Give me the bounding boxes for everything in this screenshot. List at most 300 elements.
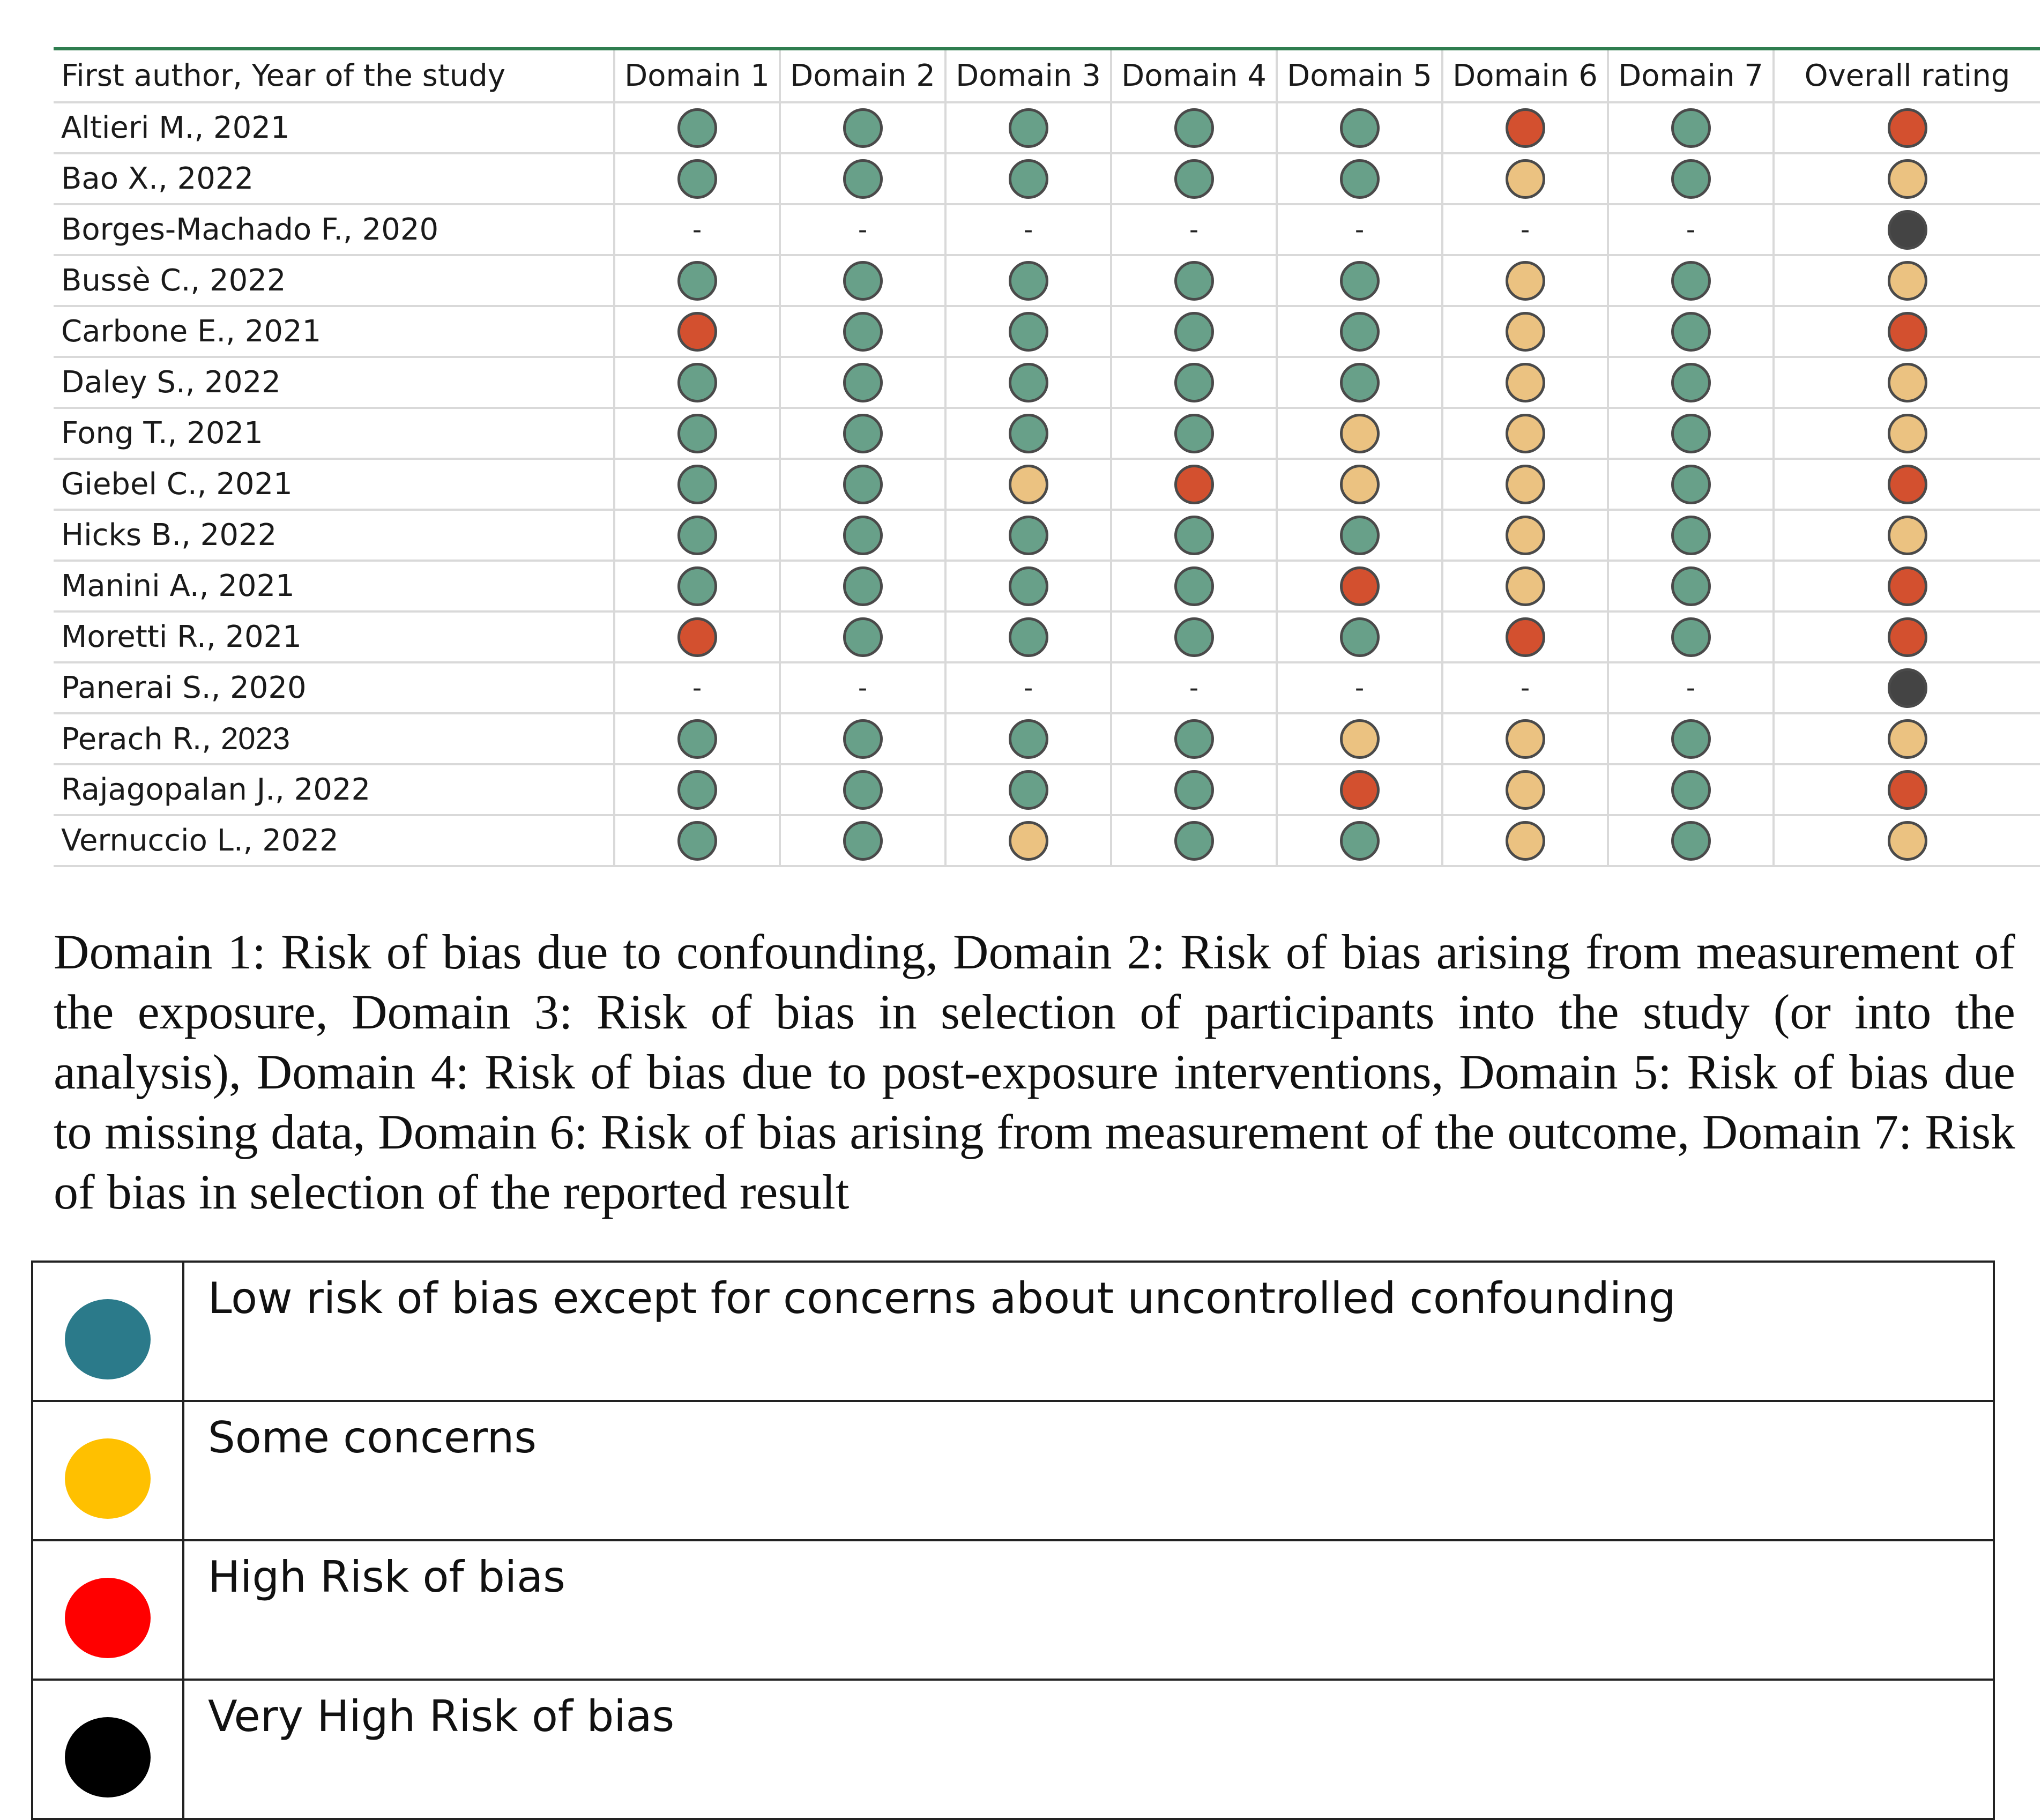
table-row — [54, 764, 2040, 815]
study-author-year — [54, 713, 614, 764]
rating-dot-low — [1174, 770, 1214, 810]
table-body — [54, 102, 2040, 866]
domain-2-cell — [780, 102, 945, 153]
domain-3-cell — [945, 102, 1111, 153]
domain-7-cell — [1608, 561, 1774, 611]
domain-2-cell — [780, 459, 945, 510]
rating-dot-low — [1174, 617, 1214, 657]
domain-4-cell — [1111, 153, 1277, 204]
overall-rating-cell — [1774, 815, 2040, 866]
rating-dot-some — [1009, 821, 1048, 861]
rating-dot-low — [1174, 108, 1214, 148]
domain-2-cell — [780, 408, 945, 459]
rating-dot-some — [1506, 516, 1545, 555]
table-row — [54, 815, 2040, 866]
not-assessed-dash: - — [692, 673, 702, 703]
study-author-year — [54, 764, 614, 815]
domain-5-cell — [1277, 764, 1442, 815]
rating-dot-low — [1671, 719, 1711, 759]
header-domain-1: Domain 1 — [614, 49, 780, 102]
rating-dot-low — [677, 108, 717, 148]
domain-3-cell — [945, 561, 1111, 611]
study-author-text: Bussè C., 2022 — [61, 263, 286, 298]
domain-2-cell — [780, 764, 945, 815]
domain-5-cell — [1277, 662, 1442, 713]
domain-5-cell — [1277, 408, 1442, 459]
overall-rating-cell — [1774, 102, 2040, 153]
rating-dot-low — [677, 516, 717, 555]
domain-1-cell — [614, 764, 780, 815]
study-author-year — [54, 459, 614, 510]
rating-dot-some — [1888, 516, 1927, 555]
legend-symbol-cell — [32, 1540, 183, 1680]
legend-row — [32, 1262, 1994, 1401]
study-year-text: 2023 — [220, 721, 290, 756]
header-author: First author, Year of the study — [54, 49, 614, 102]
rating-dot-low — [1671, 821, 1711, 861]
not-assessed-dash: - — [858, 214, 868, 245]
table-row — [54, 102, 2040, 153]
overall-rating-cell — [1774, 255, 2040, 306]
rating-dot-low — [1671, 363, 1711, 402]
domain-4-cell — [1111, 611, 1277, 662]
table-row — [54, 459, 2040, 510]
rating-dot-low — [677, 465, 717, 504]
not-assessed-dash: - — [1686, 673, 1696, 703]
study-author-text: Daley S., 2022 — [61, 365, 281, 400]
header-domain-6: Domain 6 — [1442, 49, 1608, 102]
domain-1-cell — [614, 102, 780, 153]
domain-3-cell — [945, 153, 1111, 204]
rating-dot-low — [1340, 312, 1380, 352]
domain-4-cell — [1111, 204, 1277, 255]
domain-6-cell — [1442, 357, 1608, 408]
domain-5-cell — [1277, 153, 1442, 204]
domain-1-cell — [614, 204, 780, 255]
study-author-year — [54, 662, 614, 713]
header-domain-2: Domain 2 — [780, 49, 945, 102]
domain-2-cell — [780, 662, 945, 713]
rating-dot-low — [1009, 566, 1048, 606]
rating-dot-low — [1340, 363, 1380, 402]
domain-2-cell — [780, 153, 945, 204]
rating-dot-high — [1174, 465, 1214, 504]
legend-symbol-cell — [32, 1680, 183, 1819]
domain-5-cell — [1277, 713, 1442, 764]
domain-5-cell — [1277, 459, 1442, 510]
rating-dot-low — [843, 414, 883, 453]
rating-dot-low — [1671, 465, 1711, 504]
table-row — [54, 561, 2040, 611]
rating-dot-high — [1888, 770, 1927, 810]
domain-7-cell — [1608, 459, 1774, 510]
domain-7-cell — [1608, 713, 1774, 764]
legend-dot — [65, 1717, 151, 1797]
study-author-year — [54, 204, 614, 255]
not-assessed-dash: - — [1023, 673, 1033, 703]
domain-4-cell — [1111, 662, 1277, 713]
rating-dot-low — [1671, 770, 1711, 810]
domain-6-cell — [1442, 153, 1608, 204]
domain-4-cell — [1111, 306, 1277, 357]
table-row — [54, 255, 2040, 306]
not-assessed-dash: - — [1023, 214, 1033, 245]
not-assessed-dash: - — [1686, 214, 1696, 245]
study-author-text: Panerai S., 2020 — [61, 670, 307, 705]
legend-dot — [65, 1578, 151, 1658]
study-author-text: Carbone E., 2021 — [61, 314, 322, 349]
domain-2-cell — [780, 204, 945, 255]
not-assessed-dash: - — [1354, 214, 1365, 245]
domain-6-cell — [1442, 408, 1608, 459]
table-row — [54, 357, 2040, 408]
rating-dot-low — [1174, 566, 1214, 606]
risk-of-bias-table — [54, 47, 2040, 867]
study-author-text: Rajagopalan J., 2022 — [61, 772, 371, 807]
rating-dot-high — [1888, 465, 1927, 504]
not-assessed-dash: - — [692, 214, 702, 245]
domain-7-cell — [1608, 153, 1774, 204]
domain-3-cell — [945, 662, 1111, 713]
rating-dot-low — [677, 414, 717, 453]
domain-6-cell — [1442, 255, 1608, 306]
legend-row — [32, 1401, 1994, 1540]
domain-2-cell — [780, 815, 945, 866]
table-row — [54, 204, 2040, 255]
overall-rating-cell — [1774, 459, 2040, 510]
domain-4-cell — [1111, 510, 1277, 561]
overall-rating-cell — [1774, 204, 2040, 255]
study-author-year — [54, 153, 614, 204]
rating-dot-low — [1671, 159, 1711, 199]
not-assessed-dash: - — [1189, 673, 1199, 703]
domain-7-cell — [1608, 815, 1774, 866]
domain-4-cell — [1111, 561, 1277, 611]
domain-4-cell — [1111, 357, 1277, 408]
rating-dot-some — [1888, 719, 1927, 759]
study-author-text: Perach R., — [61, 722, 221, 757]
rating-dot-low — [1009, 617, 1048, 657]
domain-6-cell — [1442, 764, 1608, 815]
domain-6-cell — [1442, 459, 1608, 510]
rating-dot-low — [1009, 363, 1048, 402]
rating-dot-low — [1174, 159, 1214, 199]
domain-4-cell — [1111, 408, 1277, 459]
legend-label: Very High Risk of bias — [183, 1680, 1994, 1819]
table-row — [54, 611, 2040, 662]
rating-dot-some — [1506, 719, 1545, 759]
rating-dot-high — [677, 312, 717, 352]
rating-dot-high — [1888, 617, 1927, 657]
rating-dot-low — [1174, 719, 1214, 759]
domain-7-cell — [1608, 357, 1774, 408]
study-author-text: Vernuccio L., 2022 — [61, 823, 339, 858]
table-row — [54, 662, 2040, 713]
table-row — [54, 153, 2040, 204]
overall-rating-cell — [1774, 510, 2040, 561]
domain-2-cell — [780, 611, 945, 662]
rating-dot-low — [843, 261, 883, 301]
table-row — [54, 713, 2040, 764]
rating-dot-some — [1888, 261, 1927, 301]
rating-dot-low — [843, 516, 883, 555]
rating-dot-low — [677, 566, 717, 606]
rating-dot-some — [1888, 159, 1927, 199]
rating-dot-low — [1671, 414, 1711, 453]
domain-7-cell — [1608, 764, 1774, 815]
rating-dot-low — [1009, 719, 1048, 759]
domain-1-cell — [614, 510, 780, 561]
domain-3-cell — [945, 204, 1111, 255]
rating-dot-vhigh — [1888, 210, 1927, 250]
domain-7-cell — [1608, 510, 1774, 561]
rating-dot-vhigh — [1888, 668, 1927, 708]
rating-dot-high — [1888, 312, 1927, 352]
rating-dot-low — [1671, 617, 1711, 657]
domain-3-cell — [945, 611, 1111, 662]
rating-dot-some — [1506, 821, 1545, 861]
domain-6-cell — [1442, 611, 1608, 662]
overall-rating-cell — [1774, 611, 2040, 662]
domain-5-cell — [1277, 815, 1442, 866]
not-assessed-dash: - — [1520, 673, 1530, 703]
domain-7-cell — [1608, 611, 1774, 662]
overall-rating-cell — [1774, 713, 2040, 764]
domain-3-cell — [945, 306, 1111, 357]
domain-4-cell — [1111, 459, 1277, 510]
rating-dot-some — [1340, 465, 1380, 504]
domain-6-cell — [1442, 102, 1608, 153]
not-assessed-dash: - — [1354, 673, 1365, 703]
rating-dot-low — [677, 821, 717, 861]
domain-6-cell — [1442, 510, 1608, 561]
study-author-year — [54, 561, 614, 611]
study-author-text: Manini A., 2021 — [61, 569, 295, 603]
rating-dot-low — [1340, 821, 1380, 861]
rating-dot-low — [843, 363, 883, 402]
domain-4-cell — [1111, 102, 1277, 153]
domain-2-cell — [780, 255, 945, 306]
study-author-year — [54, 306, 614, 357]
domain-definitions-footnote: Domain 1: Risk of bias due to confounding, Domain 2: Risk of bias arising from measurement of the exposure, Domain 3: Risk of bias in selection of participants into the study (or into the analysis), Domain 4: Risk of bias due to post-exposure interventions, Domain 5: Risk of bias due to missing data, Domain 6: Risk of bias arising from measurement of the outcome, Domain 7: Risk of bias in selection of the reported result — [54, 924, 2015, 1219]
domain-1-cell — [614, 408, 780, 459]
domain-2-cell — [780, 561, 945, 611]
header-domain-3: Domain 3 — [945, 49, 1111, 102]
table-header-row — [54, 49, 2040, 102]
rating-dot-low — [1671, 312, 1711, 352]
legend-symbol-cell — [32, 1401, 183, 1540]
rating-dot-low — [1009, 159, 1048, 199]
domain-5-cell — [1277, 204, 1442, 255]
legend-label: High Risk of bias — [183, 1540, 1994, 1680]
domain-7-cell — [1608, 204, 1774, 255]
rating-dot-low — [1340, 108, 1380, 148]
header-domain-7: Domain 7 — [1608, 49, 1774, 102]
rating-dot-some — [1506, 465, 1545, 504]
rating-dot-some — [1506, 159, 1545, 199]
rating-dot-low — [1009, 108, 1048, 148]
overall-rating-cell — [1774, 306, 2040, 357]
legend-row — [32, 1540, 1994, 1680]
legend-dot — [65, 1438, 151, 1519]
domain-2-cell — [780, 306, 945, 357]
domain-2-cell — [780, 510, 945, 561]
not-assessed-dash: - — [858, 673, 868, 703]
domain-3-cell — [945, 255, 1111, 306]
domain-1-cell — [614, 662, 780, 713]
rating-dot-some — [1506, 566, 1545, 606]
rating-dot-low — [677, 363, 717, 402]
study-author-text: Borges-Machado F., 2020 — [61, 212, 439, 247]
overall-rating-cell — [1774, 662, 2040, 713]
rating-dot-low — [1174, 261, 1214, 301]
domain-6-cell — [1442, 561, 1608, 611]
study-author-year — [54, 102, 614, 153]
rating-dot-low — [843, 465, 883, 504]
domain-1-cell — [614, 459, 780, 510]
domain-7-cell — [1608, 255, 1774, 306]
study-author-year — [54, 255, 614, 306]
rating-dot-some — [1888, 821, 1927, 861]
rating-dot-low — [1671, 108, 1711, 148]
rating-dot-low — [1340, 617, 1380, 657]
table-row — [54, 510, 2040, 561]
domain-3-cell — [945, 357, 1111, 408]
rating-dot-low — [677, 719, 717, 759]
domain-4-cell — [1111, 255, 1277, 306]
rating-dot-low — [843, 566, 883, 606]
rating-dot-some — [1506, 770, 1545, 810]
domain-1-cell — [614, 713, 780, 764]
domain-3-cell — [945, 459, 1111, 510]
domain-1-cell — [614, 561, 780, 611]
domain-6-cell — [1442, 662, 1608, 713]
overall-rating-cell — [1774, 561, 2040, 611]
header-domain-4: Domain 4 — [1111, 49, 1277, 102]
domain-7-cell — [1608, 306, 1774, 357]
domain-1-cell — [614, 357, 780, 408]
legend-label: Low risk of bias except for concerns about uncontrolled confounding — [183, 1262, 1994, 1401]
domain-3-cell — [945, 510, 1111, 561]
rating-dot-high — [1340, 770, 1380, 810]
domain-5-cell — [1277, 306, 1442, 357]
study-author-year — [54, 510, 614, 561]
rating-dot-low — [1671, 261, 1711, 301]
domain-4-cell — [1111, 764, 1277, 815]
rating-dot-high — [1340, 566, 1380, 606]
not-assessed-dash: - — [1520, 214, 1530, 245]
study-author-year — [54, 815, 614, 866]
domain-3-cell — [945, 764, 1111, 815]
domain-7-cell — [1608, 102, 1774, 153]
rating-dot-low — [1174, 312, 1214, 352]
rating-dot-some — [1506, 261, 1545, 301]
study-author-text: Moretti R., 2021 — [61, 620, 302, 654]
study-author-year — [54, 357, 614, 408]
rating-dot-low — [1174, 821, 1214, 861]
study-author-text: Fong T., 2021 — [61, 416, 263, 451]
rating-dot-low — [1340, 261, 1380, 301]
rating-dot-low — [1174, 363, 1214, 402]
rating-dot-low — [1174, 516, 1214, 555]
legend-row — [32, 1680, 1994, 1819]
rating-dot-some — [1340, 719, 1380, 759]
rating-dot-low — [677, 261, 717, 301]
domain-5-cell — [1277, 255, 1442, 306]
domain-4-cell — [1111, 713, 1277, 764]
overall-rating-cell — [1774, 357, 2040, 408]
rating-dot-high — [1506, 108, 1545, 148]
rating-dot-low — [1009, 770, 1048, 810]
rating-dot-low — [843, 108, 883, 148]
rating-dot-some — [1009, 465, 1048, 504]
rating-dot-low — [1009, 414, 1048, 453]
domain-4-cell — [1111, 815, 1277, 866]
domain-5-cell — [1277, 102, 1442, 153]
rating-dot-low — [843, 719, 883, 759]
rating-dot-low — [843, 821, 883, 861]
study-author-text: Hicks B., 2022 — [61, 518, 277, 553]
rating-dot-low — [1671, 516, 1711, 555]
study-author-text: Altieri M., 2021 — [61, 110, 290, 145]
overall-rating-cell — [1774, 764, 2040, 815]
header-domain-5: Domain 5 — [1277, 49, 1442, 102]
domain-1-cell — [614, 815, 780, 866]
rating-dot-low — [1009, 261, 1048, 301]
rating-dot-low — [843, 770, 883, 810]
not-assessed-dash: - — [1189, 214, 1199, 245]
table-row — [54, 408, 2040, 459]
overall-rating-cell — [1774, 408, 2040, 459]
legend-label: Some concerns — [183, 1401, 1994, 1540]
domain-1-cell — [614, 255, 780, 306]
table-row — [54, 306, 2040, 357]
domain-1-cell — [614, 306, 780, 357]
legend-dot — [65, 1299, 151, 1379]
rating-dot-low — [1174, 414, 1214, 453]
domain-7-cell — [1608, 408, 1774, 459]
rating-dot-high — [1888, 108, 1927, 148]
domain-6-cell — [1442, 815, 1608, 866]
rating-dot-some — [1506, 414, 1545, 453]
domain-7-cell — [1608, 662, 1774, 713]
study-author-text: Giebel C., 2021 — [61, 467, 293, 502]
domain-3-cell — [945, 713, 1111, 764]
study-author-year — [54, 408, 614, 459]
rating-dot-some — [1340, 414, 1380, 453]
legend-symbol-cell — [32, 1262, 183, 1401]
rating-dot-low — [1009, 312, 1048, 352]
study-author-text: Bao X., 2022 — [61, 161, 254, 196]
rating-legend — [31, 1260, 1995, 1820]
rating-dot-low — [1671, 566, 1711, 606]
overall-rating-cell — [1774, 153, 2040, 204]
rating-dot-high — [1888, 566, 1927, 606]
rating-dot-low — [1340, 516, 1380, 555]
domain-5-cell — [1277, 510, 1442, 561]
domain-5-cell — [1277, 611, 1442, 662]
domain-3-cell — [945, 815, 1111, 866]
rating-dot-high — [1506, 617, 1545, 657]
rating-dot-some — [1506, 312, 1545, 352]
rating-dot-low — [843, 159, 883, 199]
rating-dot-low — [1340, 159, 1380, 199]
domain-2-cell — [780, 357, 945, 408]
rating-dot-low — [843, 617, 883, 657]
domain-1-cell — [614, 153, 780, 204]
rating-dot-some — [1888, 363, 1927, 402]
study-author-year — [54, 611, 614, 662]
